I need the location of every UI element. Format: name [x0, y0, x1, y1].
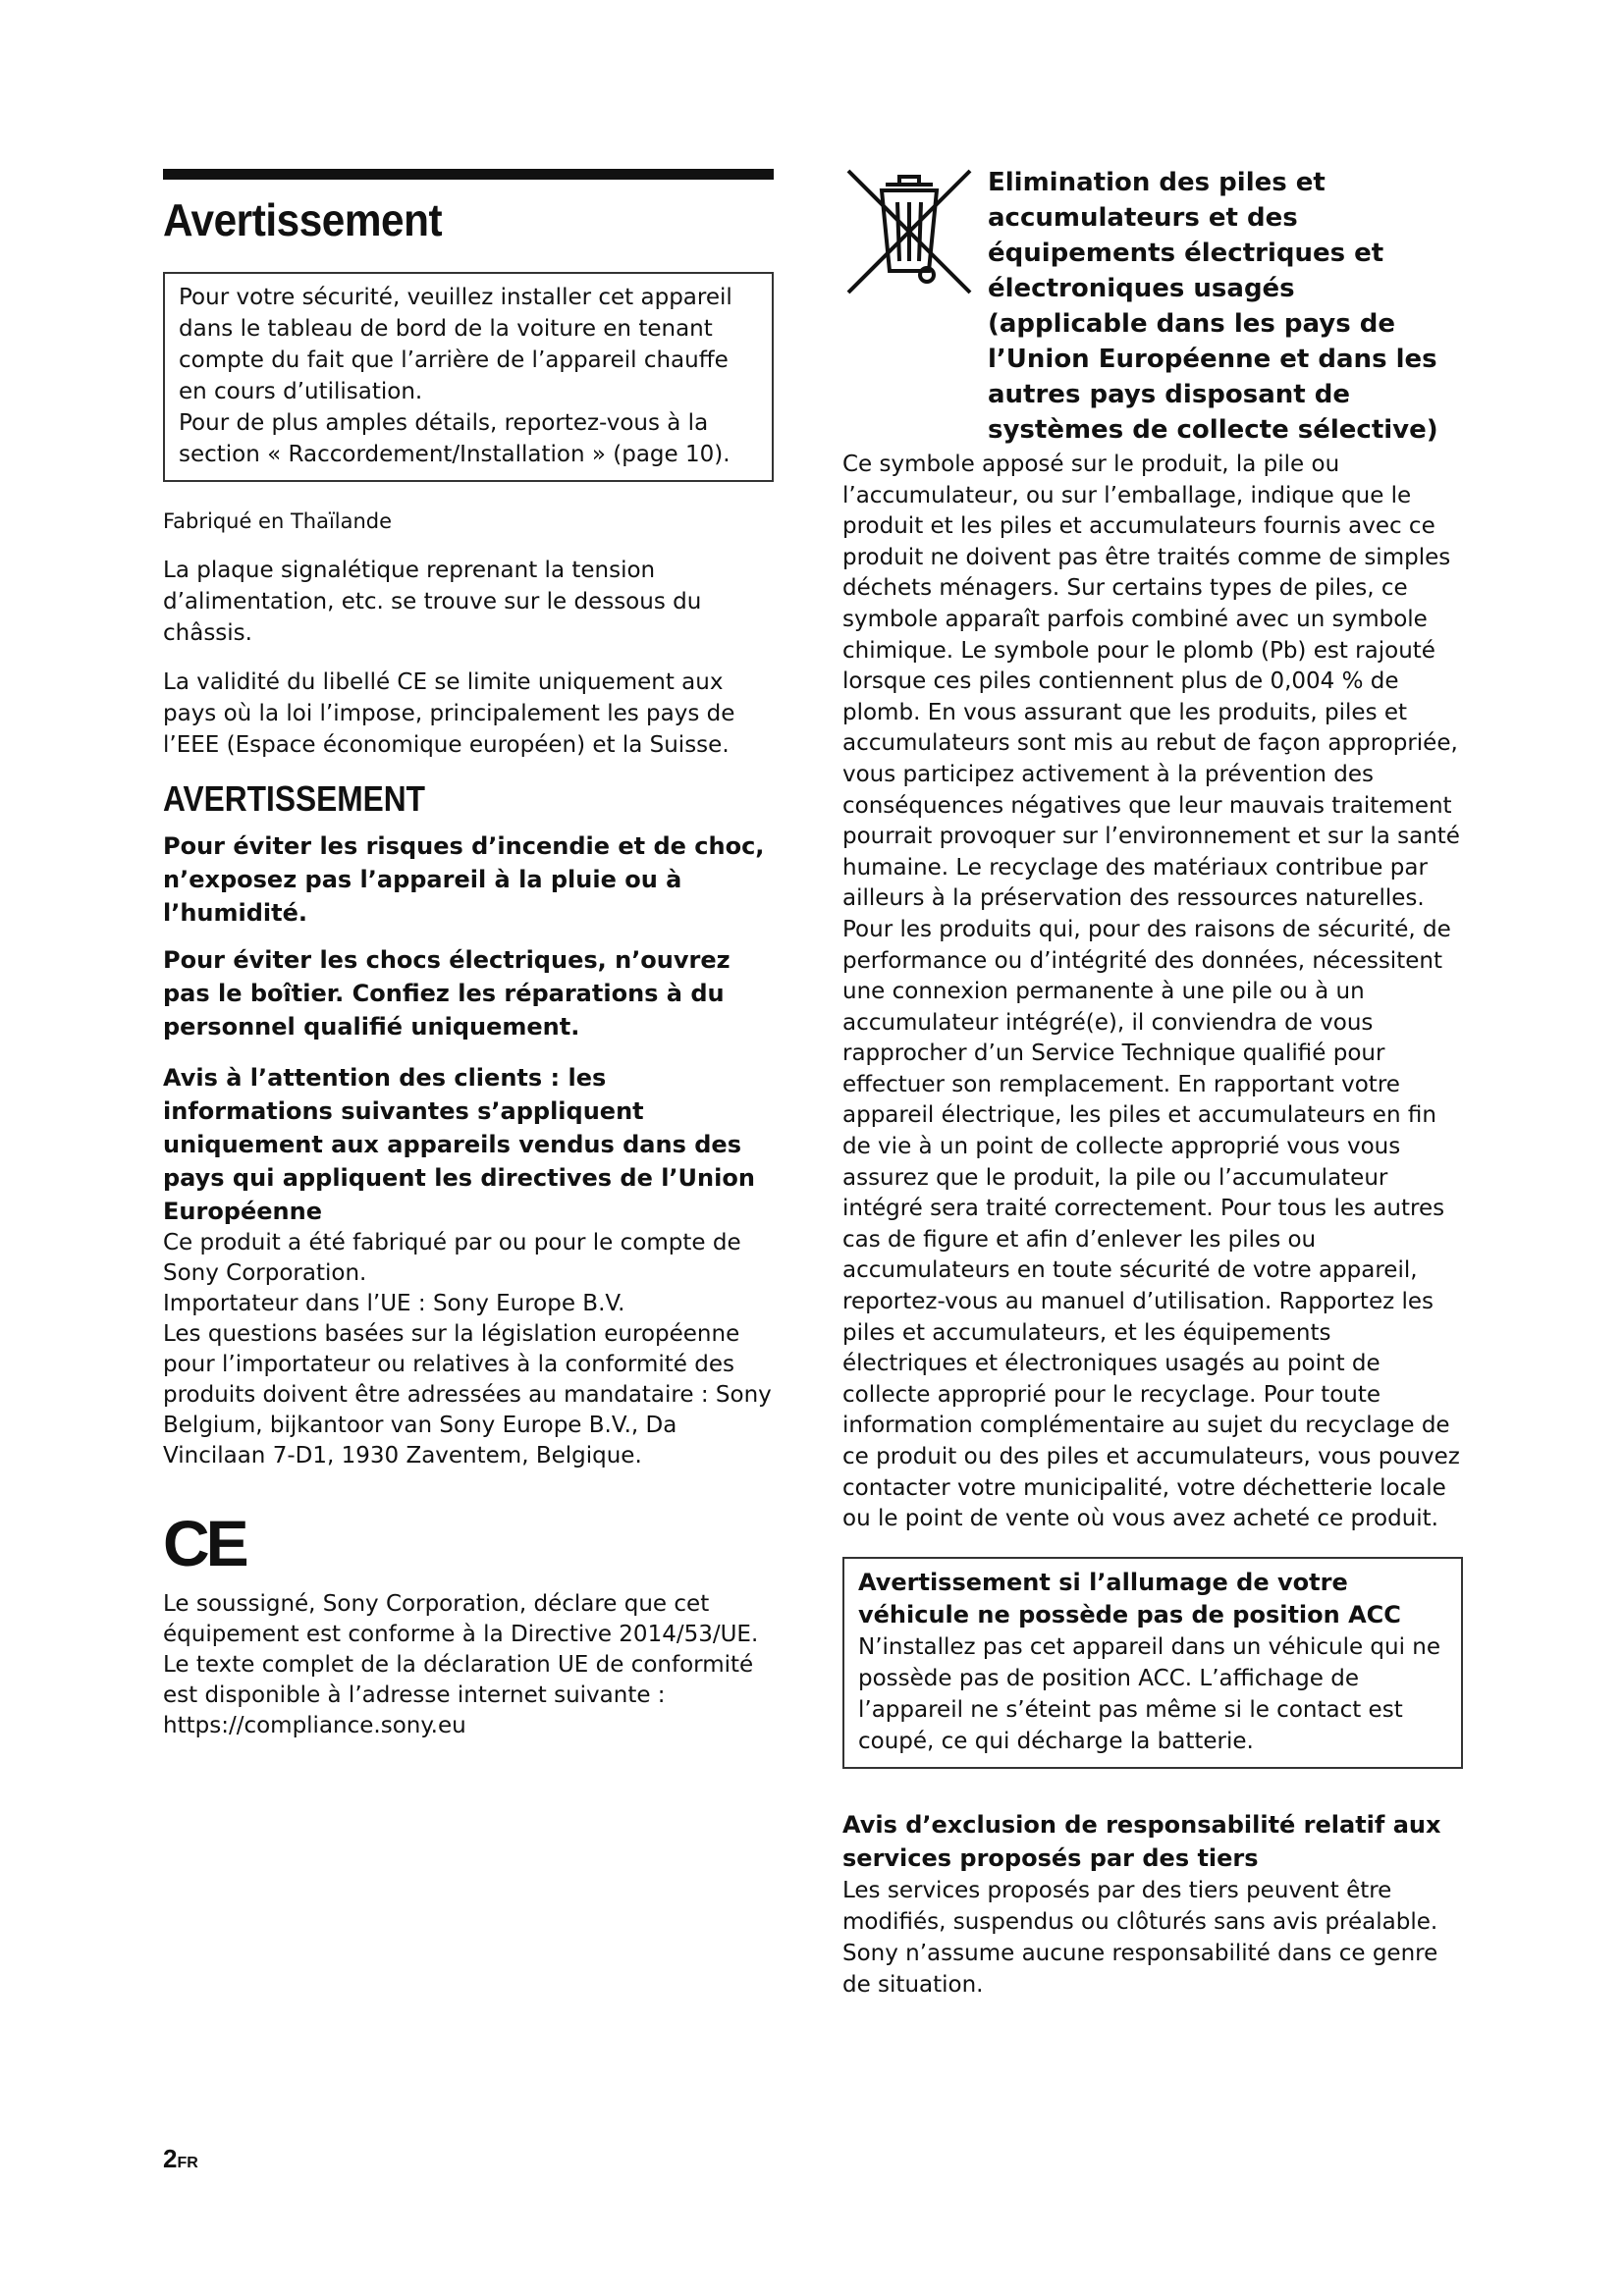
safety-box [163, 272, 774, 482]
title-rule [163, 169, 774, 180]
safety-text: Pour votre sécurité, veuillez installer cet appareil dans le tableau de bord de la voiture en tenant compte du fait que l’arrière de l’appareil chauffe en cours d’utilisation. [179, 285, 732, 404]
page-title: Avertissement [163, 194, 443, 245]
acc-warning-heading: Avertissement si l’allumage de votre véhicule ne possède pas de position ACC [858, 1568, 1401, 1629]
disclaimer-text: Les services proposés par des tiers peuvent être modifiés, suspendus ou clôturés sans avis préalable. Sony n’assume aucune responsabilité dans ce genre de situation. [842, 1877, 1438, 1998]
disclaimer-heading: Avis d’exclusion de responsabilité relatif aux services proposés par des tiers [842, 1810, 1441, 1872]
acc-warning-box [842, 1557, 1463, 1769]
ce-mark-logo: CE [163, 1507, 245, 1579]
page-number [163, 2144, 198, 2174]
eu-line-representative: Les questions basées sur la législation européenne pour l’importateur ou relatives à la conformité des produits doivent être adressées au mandataire : Sony Belgium, bijkantoor van Sony Europe B.V., Da Vincilaan 7-D1, 1930 Zaventem, Belgique. [163, 1321, 772, 1468]
weee-heading: Elimination des piles et accumulateurs et des équipements électriques et électroniques usagés (applicable dans les pays de l’Union Européenne et dans les autres pays disposant de systèmes de collecte sélective) [988, 168, 1438, 445]
right-column [842, 165, 1463, 2001]
weee-header [842, 165, 1463, 448]
page-language: FR [177, 2155, 198, 2171]
declaration-url: Le texte complet de la déclaration UE de conformité est disponible à l’adresse internet suivante : https://compliance.sony.eu [163, 1652, 754, 1738]
left-column [163, 169, 774, 1741]
page-number-value: 2 [163, 2144, 178, 2173]
eu-notice-heading: Avis à l’attention des clients : les informations suivantes s’appliquent uniquement aux appareils vendus dans des pays qui appliquent les directives de l’Union Européenne [163, 1064, 755, 1225]
acc-warning-text: N’installez pas cet appareil dans un véhicule qui ne possède pas de position ACC. L’affichage de l’appareil ne s’éteint pas même si le contact est coupé, ce qui décharge la batterie. [858, 1633, 1441, 1754]
eu-line-manufacturer: Ce produit a été fabriqué par ou pour le compte de Sony Corporation. [163, 1230, 741, 1286]
warning-shock: Pour éviter les chocs électriques, n’ouvrez pas le boîtier. Confiez les réparations à du personnel qualifié uniquement. [163, 946, 731, 1041]
eu-line-importer: Importateur dans l’UE : Sony Europe B.V. [163, 1291, 625, 1316]
weee-body: Ce symbole apposé sur le produit, la pile ou l’accumulateur, ou sur l’emballage, indique que le produit et les piles et accumulateurs fournis avec ce produit ne doivent pas être traités comme de simples déchets ménagers. Sur certains types de piles, ce symbole apparaît parfois combiné avec un symbole chimique. Le symbole pour le plomb (Pb) est rajouté lorsque ces piles contiennent plus de 0,004 % de plomb. En vous assurant que les produits, piles et accumulateurs sont mis au rebut de façon appropriée, vous participez activement à la prévention des conséquences négatives que leur mauvais traitement pourrait provoquer sur l’environnement et sur la santé humaine. Le recyclage des matériaux contribue par ailleurs à la préservation des ressources naturelles. Pour les produits qui, pour des raisons de sécurité, de performance ou d’intégrité des données, nécessitent une connexion permanente à une pile ou à un accumulateur intégré(e), il conviendra de vous rapprocher d’un Service Technique qualifié pour effectuer son remplacement. En rapportant votre appareil électrique, les piles et accumulateurs en fin de vie à un point de collecte approprié vous vous assurez que le produit, la pile ou l’accumulateur intégré sera traité correctement. Pour tous les autres cas de figure et afin d’enlever les piles ou accumulateurs en toute sécurité de votre appareil, reportez-vous au manuel d’utilisation. Rapportez les piles et accumulateurs, et les équipements électriques et électroniques usagés au point de collecte approprié pour le recyclage. Pour toute information complémentaire au sujet du recyclage de ce produit ou des piles et accumulateurs, vous pouvez contacter votre municipalité, votre déchetterie locale ou le point de vente où vous avez acheté ce produit. [842, 452, 1460, 1532]
ce-validity-text: La validité du libellé CE se limite uniquement aux pays où la loi l’impose, principalement les pays de l’EEE (Espace économique européen) et la Suisse. [163, 669, 735, 758]
made-in: Fabriqué en Thaïlande [163, 509, 393, 533]
declaration-conformity: Le soussigné, Sony Corporation, déclare que cet équipement est conforme à la Directive 2014/53/UE. [163, 1591, 759, 1647]
nameplate-text: La plaque signalétique reprenant la tension d’alimentation, etc. se trouve sur le dessous du châssis. [163, 558, 702, 646]
warning-heading: AVERTISSEMENT [163, 778, 425, 819]
warning-fire: Pour éviter les risques d’incendie et de choc, n’exposez pas l’appareil à la pluie ou à l’humidité. [163, 832, 765, 927]
crossed-out-wheeled-bin-icon [842, 165, 976, 298]
safety-reference: Pour de plus amples détails, reportez-vous à la section « Raccordement/Installation » (page 10). [179, 410, 731, 467]
